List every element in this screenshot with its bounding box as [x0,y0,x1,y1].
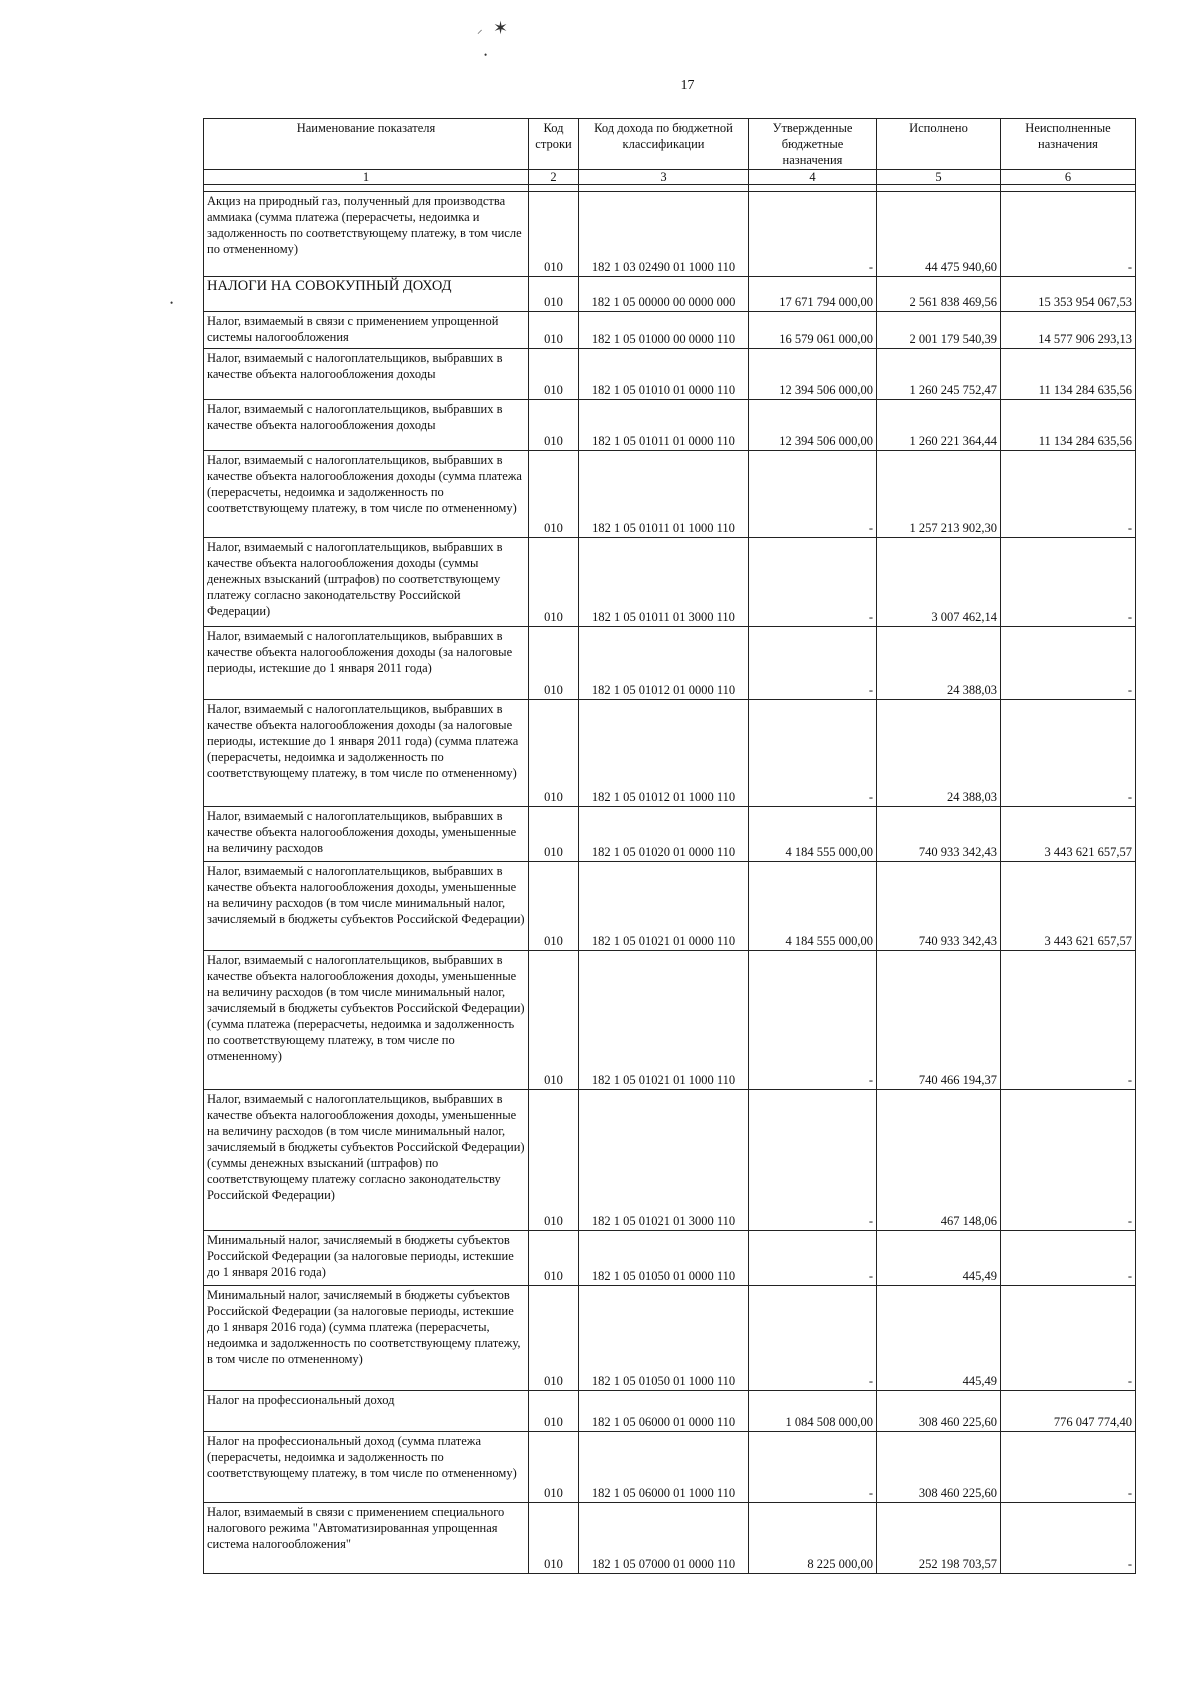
row-unexecuted: 3 443 621 657,57 [1001,862,1136,951]
table-row [204,627,1136,700]
row-line-code: 010 [529,700,579,807]
row-name: Налог, взимаемый с налогоплательщиков, выбравших в качестве объекта налогообложения доходы (за налоговые периоды, истекшие до 1 января 2011 года) [204,627,529,700]
row-approved: 17 671 794 000,00 [749,277,877,312]
row-unexecuted: - [1001,538,1136,627]
table-row [204,1503,1136,1574]
row-line-code: 010 [529,862,579,951]
row-executed: 24 388,03 [877,627,1001,700]
row-revenue-code: 182 1 05 01021 01 1000 110 [579,951,749,1090]
table-row [204,277,1136,312]
header-revenue-code: Код дохода по бюджетной классификации [579,119,749,170]
row-line-code: 010 [529,627,579,700]
row-executed: 740 933 342,43 [877,807,1001,862]
scan-mark: ⸝ [477,24,483,36]
row-approved: - [749,1286,877,1391]
table-row [204,538,1136,627]
column-number: 1 [204,170,529,185]
row-revenue-code: 182 1 03 02490 01 1000 110 [579,192,749,277]
row-approved: - [749,1432,877,1503]
row-revenue-code: 182 1 05 01021 01 3000 110 [579,1090,749,1231]
table-row [204,1090,1136,1231]
row-approved: - [749,451,877,538]
row-unexecuted: - [1001,1090,1136,1231]
row-executed: 24 388,03 [877,700,1001,807]
table-row [204,807,1136,862]
table-header-row [204,119,1136,170]
row-line-code: 010 [529,277,579,312]
table-row [204,349,1136,400]
row-unexecuted: 776 047 774,40 [1001,1391,1136,1432]
row-unexecuted: 11 134 284 635,56 [1001,349,1136,400]
row-approved: 8 225 000,00 [749,1503,877,1574]
column-number: 3 [579,170,749,185]
row-line-code: 010 [529,1432,579,1503]
row-line-code: 010 [529,312,579,349]
row-unexecuted: 15 353 954 067,53 [1001,277,1136,312]
budget-execution-table [203,118,1136,1574]
row-approved: 12 394 506 000,00 [749,349,877,400]
row-name: НАЛОГИ НА СОВОКУПНЫЙ ДОХОД [204,277,529,312]
header-indicator-name: Наименование показателя [204,119,529,170]
table-row [204,400,1136,451]
row-approved: 1 084 508 000,00 [749,1391,877,1432]
row-executed: 1 260 221 364,44 [877,400,1001,451]
row-name: Минимальный налог, зачисляемый в бюджеты субъектов Российской Федерации (за налоговые периоды, истекшие до 1 января 2016 года) (сумма платежа (перерасчеты, недоимка и задолженность по соответствующему платежу, в том числе по отмененному) [204,1286,529,1391]
row-name: Налог, взимаемый в связи с применением специального налогового режима "Автоматизированная упрощенная система налогообложения" [204,1503,529,1574]
row-line-code: 010 [529,1503,579,1574]
table-row [204,192,1136,277]
row-revenue-code: 182 1 05 01000 00 0000 110 [579,312,749,349]
row-revenue-code: 182 1 05 01021 01 0000 110 [579,862,749,951]
row-revenue-code: 182 1 05 06000 01 1000 110 [579,1432,749,1503]
row-executed: 445,49 [877,1231,1001,1286]
row-executed: 1 257 213 902,30 [877,451,1001,538]
row-executed: 2 561 838 469,56 [877,277,1001,312]
row-revenue-code: 182 1 05 01011 01 1000 110 [579,451,749,538]
row-revenue-code: 182 1 05 01011 01 0000 110 [579,400,749,451]
row-name: Минимальный налог, зачисляемый в бюджеты субъектов Российской Федерации (за налоговые периоды, истекшие до 1 января 2016 года) [204,1231,529,1286]
row-revenue-code: 182 1 05 01020 01 0000 110 [579,807,749,862]
row-name: Налог, взимаемый с налогоплательщиков, выбравших в качестве объекта налогообложения доходы, уменьшенные на величину расходов (в том числе минимальный налог, зачисляемый в бюджеты субъектов Российской Федерации) (суммы денежных взысканий (штрафов) по соответствующему платежу согласно законодательству Российской Федерации) [204,1090,529,1231]
row-name: Налог, взимаемый с налогоплательщиков, выбравших в качестве объекта налогообложения доходы, уменьшенные на величину расходов (в том числе минимальный налог, зачисляемый в бюджеты субъектов Российской Федерации) (сумма платежа (перерасчеты, недоимка и задолженность по соответствующему платежу, в том числе по отмененному) [204,951,529,1090]
table-row [204,1286,1136,1391]
row-name: Акциз на природный газ, полученный для производства аммиака (сумма платежа (перерасчеты, недоимка и задолженность по соответствующему платежу, в том числе по отмененному) [204,192,529,277]
spacer-row [204,185,1136,192]
row-line-code: 010 [529,349,579,400]
row-executed: 445,49 [877,1286,1001,1391]
table-row [204,1391,1136,1432]
header-approved: Утвержденные бюджетные назначения [749,119,877,170]
row-executed: 44 475 940,60 [877,192,1001,277]
row-name: Налог, взимаемый с налогоплательщиков, выбравших в качестве объекта налогообложения доходы [204,400,529,451]
row-unexecuted: - [1001,627,1136,700]
row-executed: 252 198 703,57 [877,1503,1001,1574]
row-approved: 12 394 506 000,00 [749,400,877,451]
column-number-row [204,170,1136,185]
row-name: Налог, взимаемый с налогоплательщиков, выбравших в качестве объекта налогообложения доходы [204,349,529,400]
row-approved: - [749,951,877,1090]
row-approved: 4 184 555 000,00 [749,807,877,862]
row-executed: 308 460 225,60 [877,1432,1001,1503]
header-unexecuted: Неисполненные назначения [1001,119,1136,170]
row-unexecuted: 11 134 284 635,56 [1001,400,1136,451]
table-row [204,1231,1136,1286]
row-executed: 740 933 342,43 [877,862,1001,951]
row-line-code: 010 [529,1286,579,1391]
row-name: Налог, взимаемый с налогоплательщиков, выбравших в качестве объекта налогообложения доходы, уменьшенные на величину расходов [204,807,529,862]
row-approved: - [749,627,877,700]
header-line-code: Код строки [529,119,579,170]
row-name: Налог, взимаемый с налогоплательщиков, выбравших в качестве объекта налогообложения доходы (сумма платежа (перерасчеты, недоимка и задолженность по соответствующему платежу, в том числе по отмененному) [204,451,529,538]
scan-mark: ✶ [493,18,509,38]
row-revenue-code: 182 1 05 00000 00 0000 000 [579,277,749,312]
row-line-code: 010 [529,400,579,451]
row-unexecuted: - [1001,451,1136,538]
table-row [204,451,1136,538]
row-revenue-code: 182 1 05 01050 01 1000 110 [579,1286,749,1391]
row-executed: 2 001 179 540,39 [877,312,1001,349]
row-unexecuted: - [1001,1286,1136,1391]
row-line-code: 010 [529,538,579,627]
column-number: 2 [529,170,579,185]
row-revenue-code: 182 1 05 01012 01 0000 110 [579,627,749,700]
row-unexecuted: - [1001,1503,1136,1574]
table-row [204,951,1136,1090]
table-row [204,700,1136,807]
row-name: Налог, взимаемый с налогоплательщиков, выбравших в качестве объекта налогообложения доходы (за налоговые периоды, истекшие до 1 января 2011 года) (сумма платежа (перерасчеты, недоимка и задолженность по соответствующему платежу, в том числе по отмененному) [204,700,529,807]
row-unexecuted: - [1001,1231,1136,1286]
table-row [204,312,1136,349]
column-number: 6 [1001,170,1136,185]
row-line-code: 010 [529,192,579,277]
row-executed: 1 260 245 752,47 [877,349,1001,400]
row-approved: - [749,1090,877,1231]
row-name: Налог, взимаемый с налогоплательщиков, выбравших в качестве объекта налогообложения доходы, уменьшенные на величину расходов (в том числе минимальный налог, зачисляемый в бюджеты субъектов Российской Федерации) [204,862,529,951]
page-number: 17 [680,78,695,93]
row-revenue-code: 182 1 05 01050 01 0000 110 [579,1231,749,1286]
header-executed: Исполнено [877,119,1001,170]
row-executed: 467 148,06 [877,1090,1001,1231]
column-number: 4 [749,170,877,185]
row-approved: - [749,1231,877,1286]
column-number: 5 [877,170,1001,185]
row-approved: - [749,192,877,277]
row-revenue-code: 182 1 05 06000 01 0000 110 [579,1391,749,1432]
row-line-code: 010 [529,1231,579,1286]
scan-mark: • [170,298,174,308]
row-revenue-code: 182 1 05 07000 01 0000 110 [579,1503,749,1574]
row-approved: 4 184 555 000,00 [749,862,877,951]
row-executed: 3 007 462,14 [877,538,1001,627]
row-unexecuted: 14 577 906 293,13 [1001,312,1136,349]
row-revenue-code: 182 1 05 01011 01 3000 110 [579,538,749,627]
row-line-code: 010 [529,807,579,862]
row-approved: - [749,700,877,807]
row-unexecuted: 3 443 621 657,57 [1001,807,1136,862]
table-row [204,862,1136,951]
row-unexecuted: - [1001,1432,1136,1503]
row-approved: 16 579 061 000,00 [749,312,877,349]
row-line-code: 010 [529,951,579,1090]
row-name: Налог на профессиональный доход [204,1391,529,1432]
row-unexecuted: - [1001,192,1136,277]
row-name: Налог на профессиональный доход (сумма платежа (перерасчеты, недоимка и задолженность по соответствующему платежу, в том числе по отмененному) [204,1432,529,1503]
table-row [204,1432,1136,1503]
table-body [204,185,1136,1574]
row-name: Налог, взимаемый с налогоплательщиков, выбравших в качестве объекта налогообложения доходы (суммы денежных взысканий (штрафов) по соответствующему платежу согласно законодательству Российской Федерации) [204,538,529,627]
row-executed: 308 460 225,60 [877,1391,1001,1432]
row-approved: - [749,538,877,627]
row-revenue-code: 182 1 05 01010 01 0000 110 [579,349,749,400]
scan-mark: • [484,50,488,60]
row-revenue-code: 182 1 05 01012 01 1000 110 [579,700,749,807]
row-unexecuted: - [1001,700,1136,807]
row-executed: 740 466 194,37 [877,951,1001,1090]
row-line-code: 010 [529,1391,579,1432]
row-line-code: 010 [529,451,579,538]
row-line-code: 010 [529,1090,579,1231]
row-unexecuted: - [1001,951,1136,1090]
row-name: Налог, взимаемый в связи с применением упрощенной системы налогообложения [204,312,529,349]
